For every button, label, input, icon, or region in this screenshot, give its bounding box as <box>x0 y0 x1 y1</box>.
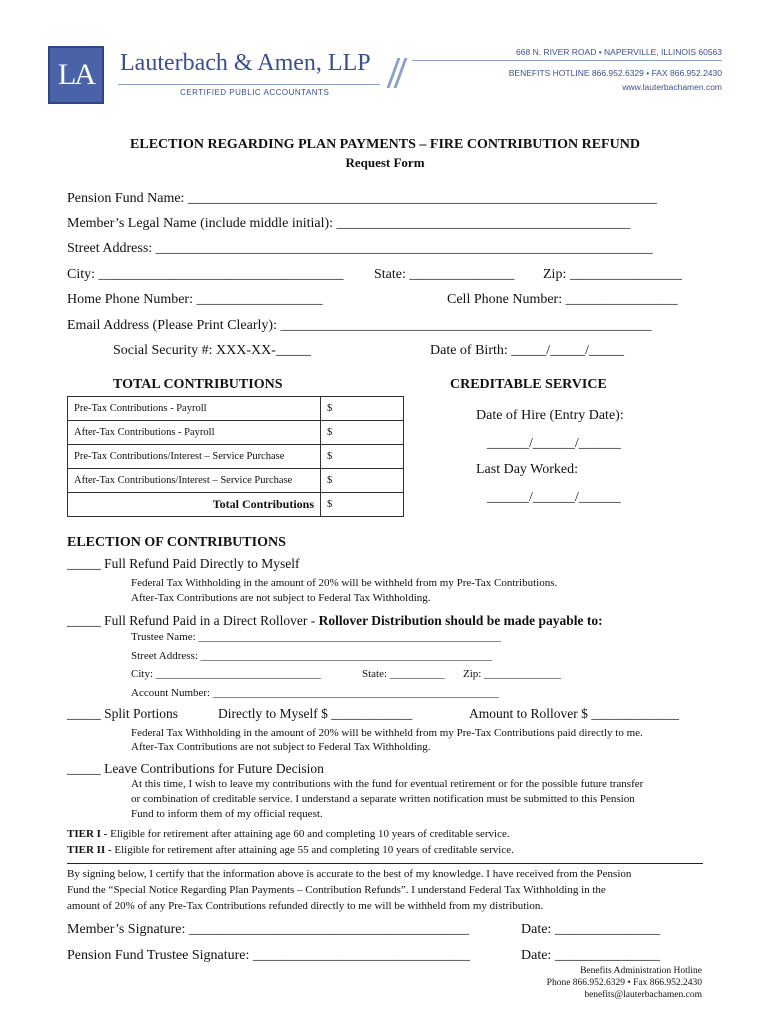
election-heading: ELECTION OF CONTRIBUTIONS <box>67 535 286 550</box>
dob-field[interactable]: Date of Birth: _____/_____/_____ <box>430 343 625 358</box>
split-note-2: After-Tax Contributions are not subject to Federal Tax Withholding. <box>131 741 431 753</box>
rollover-zip-field[interactable]: Zip: ______________ <box>463 668 562 680</box>
firm-hotline: BENEFITS HOTLINE 866.952.6329 • FAX 866.952.2430 <box>508 68 722 78</box>
home-phone-field[interactable]: Home Phone Number: __________________ <box>67 292 323 307</box>
last-day-label: Last Day Worked: <box>476 462 579 477</box>
firm-address: 668 N. RIVER ROAD • NAPERVILLE, ILLINOIS 60563 <box>516 47 722 57</box>
firm-tagline: CERTIFIED PUBLIC ACCOUNTANTS <box>180 88 330 97</box>
table-row <box>68 397 404 421</box>
header-divider-right <box>412 60 722 61</box>
account-number-field[interactable]: Account Number: ____________________________________________________ <box>131 687 499 699</box>
footer-phone: Phone 866.952.6329 • Fax 866.952.2430 <box>546 978 702 988</box>
certification-line-1: By signing below, I certify that the information above is accurate to the best of my knowledge. I have received from the Pension <box>67 868 632 880</box>
rollover-option[interactable] <box>67 613 603 629</box>
state-field[interactable]: State: _______________ <box>374 267 515 282</box>
rollover-street-field[interactable]: Street Address: _____________________________________________________ <box>131 650 493 662</box>
hire-date-field[interactable]: ______/______/______ <box>487 436 621 451</box>
split-note-1: Federal Tax Withholding in the amount of 20% will be withheld from my Pre-Tax Contributions paid directly to me. <box>131 727 643 739</box>
total-label: Total Contributions <box>68 493 321 517</box>
row-amount-field[interactable]: $ <box>321 397 404 421</box>
total-contributions-heading: TOTAL CONTRIBUTIONS <box>113 377 283 392</box>
full-refund-option[interactable]: _____ Full Refund Paid Directly to Myself <box>67 556 300 571</box>
zip-field[interactable]: Zip: ________________ <box>543 267 682 282</box>
leave-note-3: Fund to inform them of my official request. <box>131 808 323 820</box>
trustee-signature-field[interactable]: Pension Fund Trustee Signature: _______________________________ <box>67 948 470 963</box>
member-signature-field[interactable]: Member’s Signature: ________________________________________ <box>67 922 469 937</box>
hire-date-label: Date of Hire (Entry Date): <box>476 408 624 423</box>
table-row-total <box>68 493 404 517</box>
ssn-field[interactable]: Social Security #: XXX-XX-_____ <box>113 343 311 358</box>
split-direct-field[interactable]: Directly to Myself $ ____________ <box>218 706 413 721</box>
leave-note-2: or combination of creditable service. I understand a separate written notification must be submitted to this Pension <box>131 793 635 805</box>
member-date-field[interactable]: Date: _______________ <box>521 922 660 937</box>
pension-fund-name-field[interactable]: Pension Fund Name: ___________________________________________________________________ <box>67 191 657 206</box>
firm-website: www.lauterbachamen.com <box>622 82 722 92</box>
tier-1-label: TIER I - <box>67 828 108 840</box>
leave-contributions-option[interactable]: _____ Leave Contributions for Future Decision <box>67 761 324 776</box>
tier-2-note <box>67 844 514 856</box>
leave-note-1: At this time, I wish to leave my contributions with the fund for eventual retirement or for the possible future transfer <box>131 778 644 790</box>
table-row <box>68 445 404 469</box>
trustee-date-field[interactable]: Date: _______________ <box>521 948 660 963</box>
creditable-service-heading: CREDITABLE SERVICE <box>450 377 607 392</box>
full-refund-note-2: After-Tax Contributions are not subject to Federal Tax Withholding. <box>131 592 431 604</box>
form-subtitle: Request Form <box>345 155 425 170</box>
cell-phone-field[interactable]: Cell Phone Number: ________________ <box>447 292 678 307</box>
row-label: Pre-Tax Contributions/Interest – Service Purchase <box>68 445 321 469</box>
logo-text: LA <box>58 58 94 91</box>
certification-line-2: Fund the “Special Notice Regarding Plan Payments – Contribution Refunds”. I understand Federal Tax Withholding in the <box>67 884 606 896</box>
contributions-table <box>67 396 404 517</box>
certification-line-3: amount of 20% of any Pre-Tax Contributions refunded directly to me will be withheld from my distribution. <box>67 900 544 912</box>
city-field[interactable]: City: ___________________________________ <box>67 267 344 282</box>
header-divider-left <box>118 84 380 85</box>
footer-hotline-title: Benefits Administration Hotline <box>580 966 702 976</box>
total-amount-field[interactable]: $ <box>321 493 404 517</box>
section-divider <box>67 863 703 864</box>
firm-name: Lauterbach & Amen, LLP <box>120 50 371 76</box>
tier-1-note <box>67 828 510 840</box>
row-amount-field[interactable]: $ <box>321 445 404 469</box>
footer-email[interactable]: benefits@lauterbachamen.com <box>584 990 702 1000</box>
tier-2-label: TIER II - <box>67 844 112 856</box>
rollover-state-field[interactable]: State: __________ <box>362 668 445 680</box>
rollover-option-label: _____ Full Refund Paid in a Direct Rollover - <box>67 613 319 628</box>
split-rollover-field[interactable]: Amount to Rollover $ _____________ <box>469 706 679 721</box>
last-day-field[interactable]: ______/______/______ <box>487 490 621 505</box>
row-label: After-Tax Contributions - Payroll <box>68 421 321 445</box>
tier-1-text: Eligible for retirement after attaining age 60 and completing 10 years of creditable service. <box>107 828 510 840</box>
email-field[interactable]: Email Address (Please Print Clearly): _____________________________________________________ <box>67 318 652 333</box>
rollover-city-field[interactable]: City: ______________________________ <box>131 668 321 680</box>
table-row <box>68 421 404 445</box>
street-address-field[interactable]: Street Address: _______________________________________________________________________ <box>67 241 653 256</box>
form-title: ELECTION REGARDING PLAN PAYMENTS – FIRE CONTRIBUTION REFUND <box>130 137 640 152</box>
trustee-name-field[interactable]: Trustee Name: _______________________________________________________ <box>131 631 501 643</box>
firm-logo <box>48 46 104 104</box>
full-refund-note-1: Federal Tax Withholding in the amount of 20% will be withheld from my Pre-Tax Contributions. <box>131 577 558 589</box>
split-portions-option[interactable]: _____ Split Portions <box>67 706 179 721</box>
legal-name-field[interactable]: Member’s Legal Name (include middle initial): __________________________________________ <box>67 216 631 231</box>
row-label: Pre-Tax Contributions - Payroll <box>68 397 321 421</box>
row-amount-field[interactable]: $ <box>321 421 404 445</box>
tier-2-text: Eligible for retirement after attaining age 55 and completing 10 years of creditable service. <box>111 844 514 856</box>
row-label: After-Tax Contributions/Interest – Service Purchase <box>68 469 321 493</box>
rollover-payable-note: Rollover Distribution should be made payable to: <box>318 613 603 628</box>
table-row <box>68 469 404 493</box>
row-amount-field[interactable]: $ <box>321 469 404 493</box>
